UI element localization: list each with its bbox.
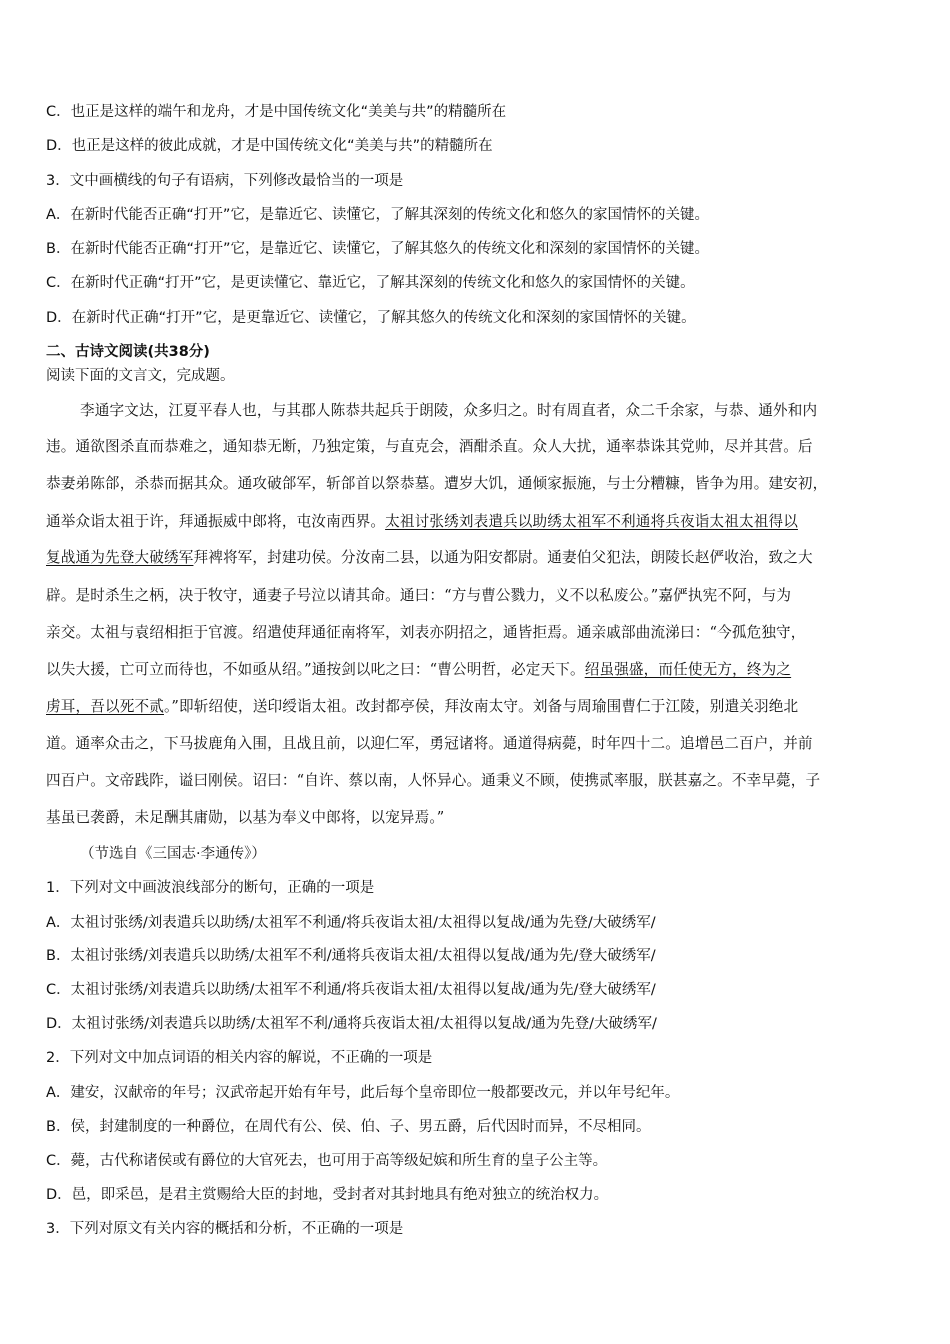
passage-text: 。”即斩绍使，送印绶诣太祖。改封都亭侯，拜汝南太守。刘备与周瑜围曹仁于江陵，别遣关羽绝北 bbox=[163, 698, 799, 715]
passage-text: 拜裨将军，封建功侯。分汝南二县，以通为阳安都尉。通妻伯父犯法，朗陵长赵俨收治，致之大 bbox=[193, 549, 813, 566]
q2-option-c: C．薨，古代称诸侯或有爵位的大官死去，也可用于高等级妃嫔和所生育的皇子公主等。 bbox=[46, 1153, 608, 1169]
passage-text: 以失大援，亡可立而待也，不如亟从绍。”通按剑以叱之曰：“曹公明哲，必定天下。 bbox=[46, 661, 585, 678]
q1-option-d: D．太祖讨张绣/刘表遣兵以助绣/太祖军不利/通将兵夜诣太祖/太祖得以复战/通为先登/大破绣军/ bbox=[46, 1016, 657, 1032]
q2-stem: 2．下列对文中加点词语的相关内容的解说，不正确的一项是 bbox=[46, 1050, 433, 1066]
wavy-underline-text: 复战通为先登大破绣军 bbox=[46, 549, 194, 566]
passage-line: 亲交。太祖与袁绍相拒于官渡。绍遣使拜通征南将军，刘表亦阴招之，通皆拒焉。通亲戚部曲流涕曰：“今孤危独守， bbox=[46, 624, 806, 641]
passage-line: 四百户。文帝践阼，谥曰刚侯。诏曰：“自许、蔡以南，人怀异心。通秉义不顾，使携贰率服，朕甚嘉之。不幸早薨，子 bbox=[46, 772, 821, 789]
wavy-underline-text: 太祖讨张绣刘表遣兵以助绣太祖军不利通将兵夜诣太祖太祖得以 bbox=[385, 513, 798, 530]
q2-option-d: D．邑，即采邑，是君主赏赐给大臣的封地，受封者对其封地具有绝对独立的统治权力。 bbox=[46, 1187, 609, 1203]
q3-prev-option-a: A．在新时代能否正确“打开”它，是靠近它、读懂它，了解其深刻的传统文化和悠久的家国情怀的关键。 bbox=[46, 207, 709, 223]
passage-line bbox=[46, 697, 906, 717]
passage-line bbox=[46, 548, 906, 568]
q3-prev-stem: 3．文中画横线的句子有语病，下列修改最恰当的一项是 bbox=[46, 173, 404, 189]
underline-text: 绍虽强盛，而任使无方，终为之 bbox=[584, 661, 792, 678]
passage-line bbox=[46, 512, 906, 532]
passage-line: 道。通率众击之，下马拔鹿角入围，且战且前，以迎仁军，勇冠诸将。通道得病薨，时年四十二。追增邑二百户，并前 bbox=[46, 735, 813, 752]
q3-prev-option-c: C．在新时代正确“打开”它，是更读懂它、靠近它，了解其深刻的传统文化和悠久的家国情怀的关键。 bbox=[46, 275, 695, 291]
passage-text: 通举众诣太祖于许，拜通振威中郎将，屯汝南西界。 bbox=[46, 513, 386, 530]
q1-stem: 1．下列对文中画波浪线部分的断句，正确的一项是 bbox=[46, 880, 375, 896]
section-intro: 阅读下面的文言文，完成题。 bbox=[46, 368, 235, 384]
underline-text: 虏耳，吾以死不贰 bbox=[46, 698, 164, 715]
passage-line bbox=[46, 660, 906, 680]
prev-option-d: D．也正是这样的彼此成就，才是中国传统文化“美美与共”的精髓所在 bbox=[46, 138, 493, 154]
passage-line: 基虽已袭爵，未足酬其庸勋，以基为奉义中郎将，以宠异焉。” bbox=[46, 809, 445, 826]
passage-line: 恭妻弟陈郃，杀恭而据其众。通攻破郃军，斩郃首以祭恭墓。遭岁大饥，通倾家振施，与士分糟糠，皆争为用。建安初， bbox=[46, 475, 828, 492]
prev-option-c: C．也正是这样的端午和龙舟，才是中国传统文化“美美与共”的精髓所在 bbox=[46, 104, 507, 120]
section-title: 二、古诗文阅读(共38分) bbox=[46, 344, 210, 360]
passage-source: （节选自《三国志·李通传》） bbox=[80, 846, 266, 862]
passage-line: 违。通欲图杀直而恭难之，通知恭无断，乃独定策，与直克会，酒酣杀直。众人大扰，通率恭诛其党帅，尽并其营。后 bbox=[46, 438, 813, 455]
q1-option-b: B．太祖讨张绣/刘表遣兵以助绣/太祖军不利/通将兵夜诣太祖/太祖得以复战/通为先/登大破绣军/ bbox=[46, 948, 656, 964]
passage-line: 辟。是时杀生之柄，决于牧守，通妻子号泣以请其命。通曰：“方与曹公戮力，义不以私废公。”嘉俨执宪不阿，与为 bbox=[46, 587, 792, 604]
q2-option-b: B．侯，封建制度的一种爵位，在周代有公、侯、伯、子、男五爵，后代因时而异，不尽相同。 bbox=[46, 1119, 651, 1135]
q1-option-c: C．太祖讨张绣/刘表遣兵以助绣/太祖军不利通/将兵夜诣太祖/太祖得以复战/通为先/登大破绣军/ bbox=[46, 982, 656, 998]
passage-line: 李通字文达，江夏平春人也，与其郡人陈恭共起兵于朗陵，众多归之。时有周直者，众二千余家，与恭、通外和内 bbox=[80, 402, 818, 419]
q3-prev-option-d: D．在新时代正确“打开”它，是更靠近它、读懂它，了解其悠久的传统文化和深刻的家国情怀的关键。 bbox=[46, 310, 696, 326]
q3-prev-option-b: B．在新时代能否正确“打开”它，是靠近它、读懂它，了解其悠久的传统文化和深刻的家国情怀的关键。 bbox=[46, 241, 709, 257]
q3-stem: 3．下列对原文有关内容的概括和分析，不正确的一项是 bbox=[46, 1221, 404, 1237]
q1-option-a: A．太祖讨张绣/刘表遣兵以助绣/太祖军不利通/将兵夜诣太祖/太祖得以复战/通为先登/大破绣军/ bbox=[46, 915, 656, 931]
q2-option-a: A．建安，汉献帝的年号；汉武帝起开始有年号，此后每个皇帝即位一般都要改元，并以年号纪年。 bbox=[46, 1085, 680, 1101]
